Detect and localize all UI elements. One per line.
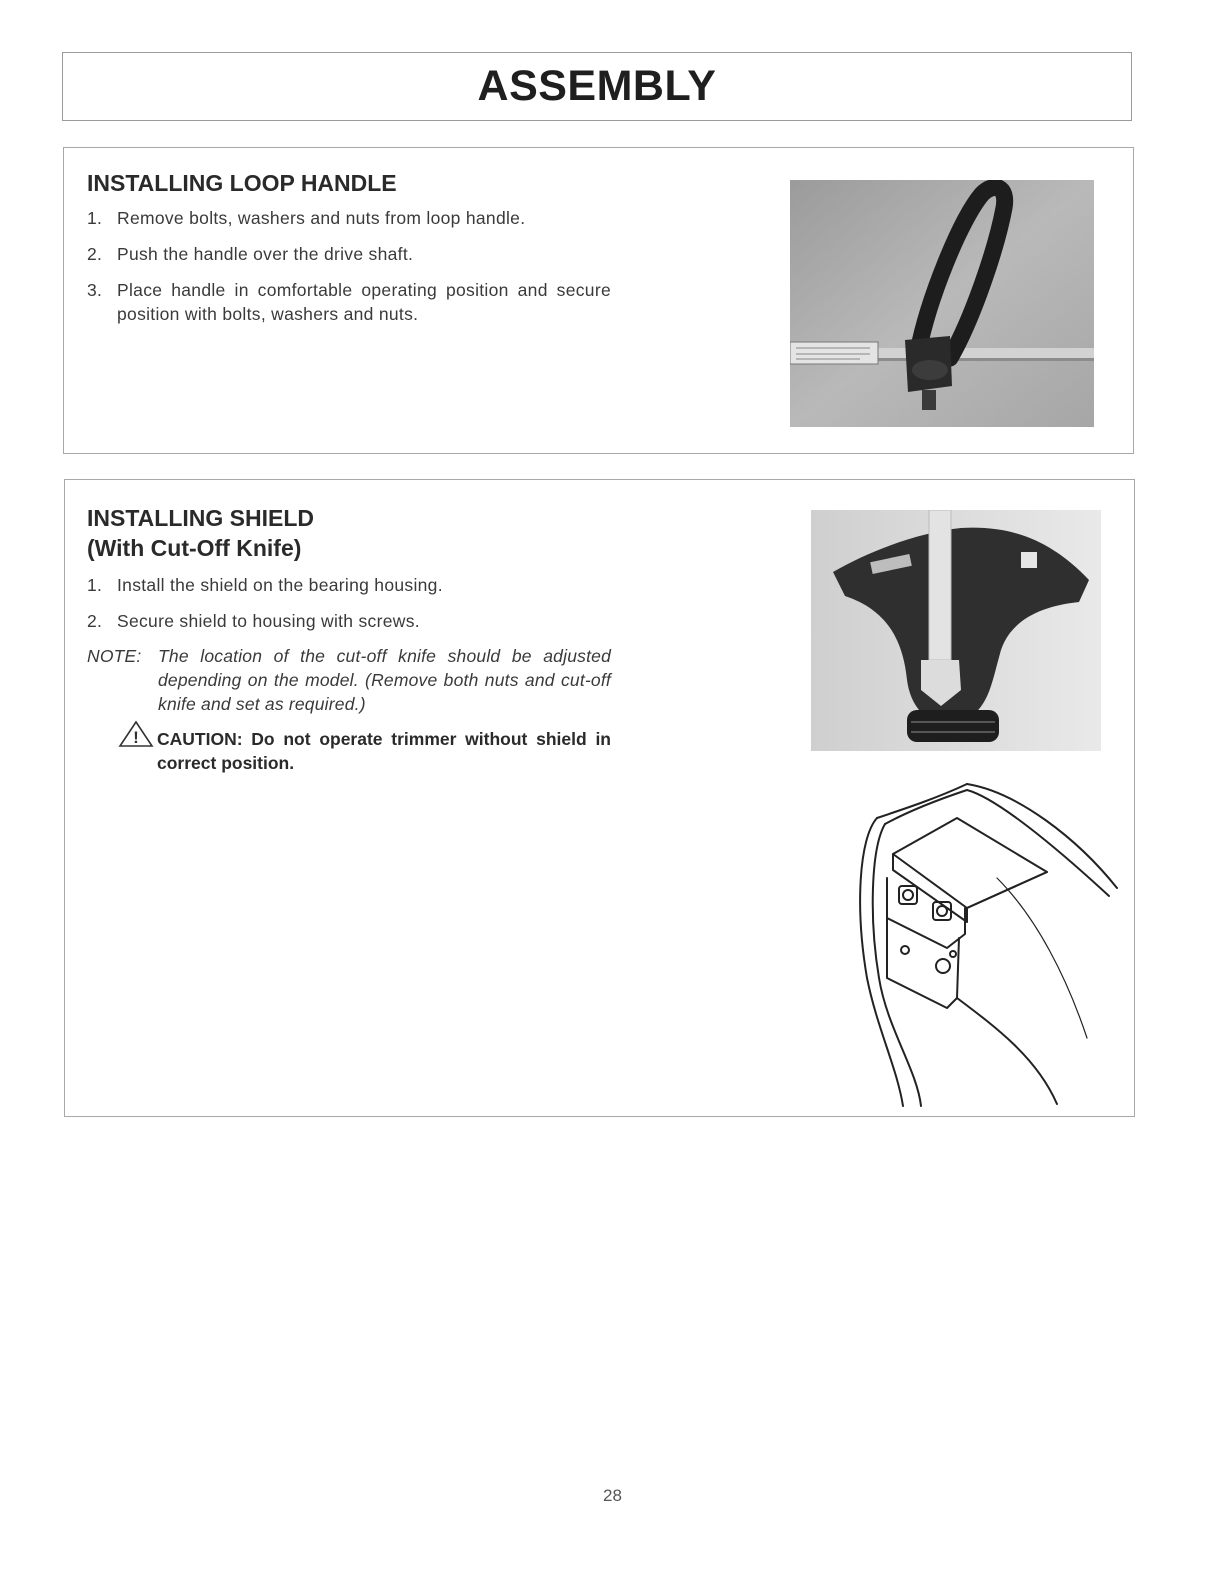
warning-triangle-icon bbox=[117, 719, 155, 749]
step-text: Install the shield on the bearing housing. bbox=[117, 575, 443, 595]
step-number: 3. bbox=[87, 280, 103, 300]
page-title: ASSEMBLY bbox=[477, 62, 717, 110]
step-text: Secure shield to housing with screws. bbox=[117, 611, 420, 631]
section-shield bbox=[64, 479, 1135, 1117]
shield-heading bbox=[87, 503, 314, 563]
list-item bbox=[87, 609, 611, 633]
step-text: Remove bolts, washers and nuts from loop handle. bbox=[117, 208, 526, 228]
note bbox=[87, 644, 611, 716]
list-item bbox=[87, 206, 611, 230]
shield-photo bbox=[811, 510, 1101, 751]
caution-text: CAUTION: Do not operate trimmer without shield in correct position. bbox=[157, 729, 611, 773]
svg-text:!: ! bbox=[133, 728, 139, 747]
page-number: 28 bbox=[603, 1486, 622, 1505]
shield-steps bbox=[87, 573, 611, 645]
shield-heading-line1: INSTALLING SHIELD bbox=[87, 505, 315, 531]
title-banner bbox=[62, 52, 1132, 121]
loop-handle-photo bbox=[790, 180, 1094, 427]
shield-heading-line2: (With Cut-Off Knife) bbox=[87, 535, 302, 561]
step-number: 1. bbox=[87, 208, 103, 228]
section-loop-handle bbox=[63, 147, 1134, 454]
loop-handle-steps bbox=[87, 206, 611, 338]
list-item bbox=[87, 573, 611, 597]
step-text: Place handle in comfortable operating position and secure position with bolts, washers and nuts. bbox=[117, 280, 611, 324]
step-number: 2. bbox=[87, 611, 103, 631]
list-item bbox=[87, 278, 611, 326]
note-label: NOTE: bbox=[87, 646, 142, 666]
list-item bbox=[87, 242, 611, 266]
step-number: 1. bbox=[87, 575, 103, 595]
shield-knife-diagram bbox=[847, 778, 1137, 1108]
caution-block bbox=[117, 727, 611, 775]
note-text: The location of the cut-off knife should be adjusted depending on the model. (Remove both nuts and cut-off knife and set as required.) bbox=[158, 646, 611, 714]
step-text: Push the handle over the drive shaft. bbox=[117, 244, 414, 264]
step-number: 2. bbox=[87, 244, 103, 264]
loop-handle-heading: INSTALLING LOOP HANDLE bbox=[87, 170, 397, 196]
